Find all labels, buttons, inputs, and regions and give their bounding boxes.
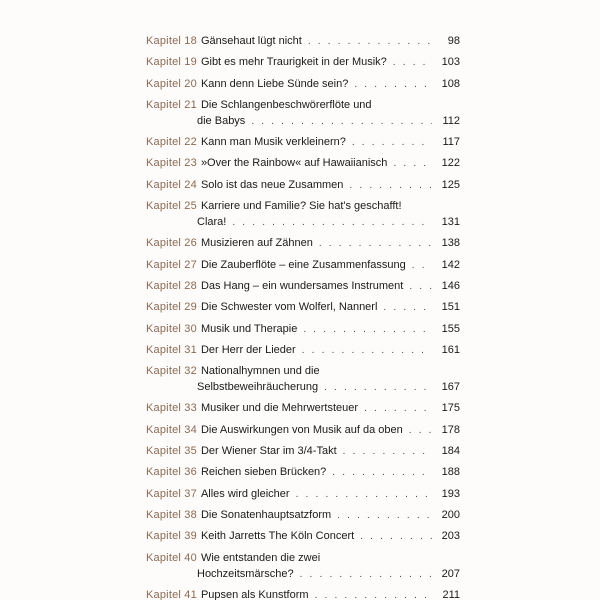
toc-entry: [146, 464, 460, 481]
chapter-label: Kapitel 41: [146, 588, 197, 600]
chapter-title: Kann denn Liebe Sünde sein?: [200, 77, 349, 90]
chapter-title: Musiker und die Mehrwertsteuer: [200, 402, 359, 415]
toc-entry-line: [146, 54, 460, 71]
page-number: 188: [441, 466, 460, 479]
toc-entry-line: [146, 486, 460, 503]
page-number: 175: [441, 402, 460, 415]
toc-entry-line: [146, 235, 460, 252]
toc-entry-line: [146, 587, 460, 600]
chapter-title: Der Herr der Lieder: [200, 343, 296, 356]
leader-dots: [319, 236, 432, 252]
leader-dots: [337, 508, 432, 524]
chapter-label: Kapitel 34: [146, 423, 197, 436]
toc-entry-line: [146, 566, 460, 583]
toc-entry: [146, 422, 460, 439]
page-number: 98: [447, 35, 460, 47]
toc-entry: [146, 54, 460, 71]
leader-dots: [315, 588, 432, 600]
page-number: 117: [442, 136, 460, 149]
leader-dots: [251, 114, 432, 130]
chapter-label: Kapitel 29: [146, 301, 197, 314]
leader-dots: [308, 34, 432, 50]
page-number: 108: [441, 77, 460, 90]
chapter-title: Der Wiener Star im 3/4-Takt: [200, 445, 337, 458]
leader-dots: [232, 215, 432, 231]
leader-dots: [300, 567, 432, 583]
page-number: 184: [441, 445, 460, 458]
chapter-title: Die Schwester vom Wolferl, Nannerl: [200, 301, 378, 314]
toc-entry-line: [146, 550, 460, 566]
chapter-label: Kapitel 32: [146, 365, 197, 378]
toc-entry-line: [146, 198, 460, 214]
chapter-label: Kapitel 24: [146, 178, 197, 191]
chapter-label: Kapitel 26: [146, 237, 197, 250]
toc-entry: [146, 198, 460, 231]
page-number: 138: [441, 237, 460, 250]
page-number: 151: [441, 301, 460, 314]
page-number: 122: [441, 157, 460, 170]
toc-entry: [146, 97, 460, 130]
toc-entry: [146, 507, 460, 524]
toc-entry: [146, 155, 460, 172]
chapter-title: Keith Jarretts The Köln Concert: [200, 530, 355, 543]
leader-dots: [409, 423, 432, 439]
leader-dots: [302, 343, 432, 359]
toc-entry: [146, 443, 460, 460]
chapter-title: Musizieren auf Zähnen: [200, 237, 313, 250]
chapter-label: Kapitel 36: [146, 466, 197, 479]
page-number: 178: [441, 423, 460, 436]
chapter-title: Alles wird gleicher: [200, 487, 290, 500]
page-number: 146: [441, 279, 460, 292]
chapter-label: Kapitel 25: [146, 200, 197, 213]
page-number: 112: [442, 114, 460, 127]
chapter-label: Kapitel 39: [146, 530, 197, 543]
page-number: 125: [441, 178, 460, 191]
chapter-label: Kapitel 27: [146, 258, 197, 271]
toc-entry: [146, 257, 460, 274]
toc-entry-line: [146, 33, 460, 50]
toc-entry: [146, 486, 460, 503]
chapter-title: Gibt es mehr Traurigkeit in der Musik?: [200, 56, 387, 69]
chapter-label: Kapitel 20: [146, 77, 197, 90]
toc-entry: [146, 342, 460, 359]
chapter-label: Kapitel 37: [146, 487, 197, 500]
page-number: 200: [441, 508, 460, 521]
chapter-label: Kapitel 30: [146, 322, 197, 335]
chapter-label: Kapitel 31: [146, 343, 197, 356]
toc-entry: [146, 587, 460, 600]
page-number: 103: [441, 56, 460, 69]
toc-entry-line: [146, 97, 460, 113]
toc-entry-line: [146, 342, 460, 359]
chapter-title: Nationalhymnen und die: [200, 365, 320, 378]
toc-entry-line: [146, 257, 460, 274]
toc-entry: [146, 177, 460, 194]
toc-entry: [146, 76, 460, 93]
toc-entry-line: [146, 422, 460, 439]
toc-entry: [146, 528, 460, 545]
chapter-title: Karriere und Familie? Sie hat's geschafft!: [200, 200, 402, 213]
chapter-label: Kapitel 35: [146, 445, 197, 458]
chapter-title: Das Hang – ein wundersames Instrument: [200, 279, 404, 292]
leader-dots: [303, 322, 432, 338]
toc-entry: [146, 235, 460, 252]
toc-entry-line: [146, 528, 460, 545]
leader-dots: [343, 444, 432, 460]
chapter-title: Die Schlangenbeschwörerflöte und: [200, 98, 372, 111]
chapter-title: Reichen sieben Brücken?: [200, 466, 327, 479]
toc-entry: [146, 321, 460, 338]
toc-entry-line: [146, 214, 460, 231]
leader-dots: [296, 487, 432, 503]
chapter-label: Kapitel 21: [146, 98, 197, 111]
leader-dots: [332, 465, 432, 481]
leader-dots: [360, 529, 432, 545]
toc-entry: [146, 550, 460, 583]
chapter-title: Die Zauberflöte – eine Zusammenfassung: [200, 258, 406, 271]
toc-entry-line: [146, 443, 460, 460]
page-number: 142: [441, 258, 460, 271]
toc-entry-line: [146, 507, 460, 524]
toc-entry: [146, 363, 460, 396]
chapter-label: Kapitel 19: [146, 56, 197, 69]
page-number: 167: [441, 381, 460, 394]
page-number: 131: [441, 216, 460, 229]
chapter-label: Kapitel 33: [146, 402, 197, 415]
chapter-title: Solo ist das neue Zusammen: [200, 178, 344, 191]
chapter-title: Die Sonatenhauptsatzform: [200, 508, 332, 521]
chapter-title: Gänsehaut lügt nicht: [200, 35, 302, 47]
chapter-title: Pupsen als Kunstform: [200, 588, 309, 600]
chapter-title: Hochzeitsmärsche?: [197, 567, 294, 580]
toc-entry: [146, 299, 460, 316]
chapter-label: Kapitel 40: [146, 551, 197, 564]
leader-dots: [393, 55, 432, 71]
toc-entry: [146, 400, 460, 417]
leader-dots: [352, 135, 432, 151]
leader-dots: [409, 279, 432, 295]
toc-entry-line: [146, 363, 460, 379]
toc-entry: [146, 33, 460, 50]
toc-entry: [146, 134, 460, 151]
chapter-title: Clara!: [197, 216, 227, 229]
chapter-title: Kann man Musik verkleinern?: [200, 136, 346, 149]
toc-entry-line: [146, 299, 460, 316]
leader-dots: [383, 300, 432, 316]
toc-entry-line: [146, 76, 460, 93]
leader-dots: [354, 77, 432, 93]
chapter-title: Wie entstanden die zwei: [200, 551, 321, 564]
leader-dots: [364, 401, 432, 417]
toc-entry-line: [146, 134, 460, 151]
chapter-label: Kapitel 28: [146, 279, 197, 292]
page-number: 155: [441, 322, 460, 335]
page-number: 211: [442, 588, 460, 600]
chapter-label: Kapitel 22: [146, 136, 197, 149]
table-of-contents: [146, 33, 460, 600]
leader-dots: [349, 178, 432, 194]
toc-entry: [146, 278, 460, 295]
chapter-title: »Over the Rainbow« auf Hawaiianisch: [200, 157, 388, 170]
toc-entry-line: [146, 464, 460, 481]
page-number: 193: [441, 487, 460, 500]
toc-entry-line: [146, 379, 460, 396]
toc-entry-line: [146, 400, 460, 417]
toc-entry-line: [146, 321, 460, 338]
toc-entry-line: [146, 278, 460, 295]
chapter-title: Musik und Therapie: [200, 322, 298, 335]
chapter-title: die Babys: [197, 114, 246, 127]
page-number: 203: [441, 530, 460, 543]
page-number: 161: [441, 343, 460, 356]
page-number: 207: [441, 567, 460, 580]
leader-dots: [324, 380, 432, 396]
chapter-label: Kapitel 38: [146, 508, 197, 521]
chapter-label: Kapitel 18: [146, 35, 197, 47]
leader-dots: [412, 258, 432, 274]
toc-entry-line: [146, 177, 460, 194]
toc-entry-line: [146, 155, 460, 172]
chapter-title: Selbstbeweihräucherung: [197, 381, 319, 394]
leader-dots: [393, 156, 432, 172]
chapter-label: Kapitel 23: [146, 157, 197, 170]
toc-entry-line: [146, 113, 460, 130]
chapter-title: Die Auswirkungen von Musik auf da oben: [200, 423, 403, 436]
